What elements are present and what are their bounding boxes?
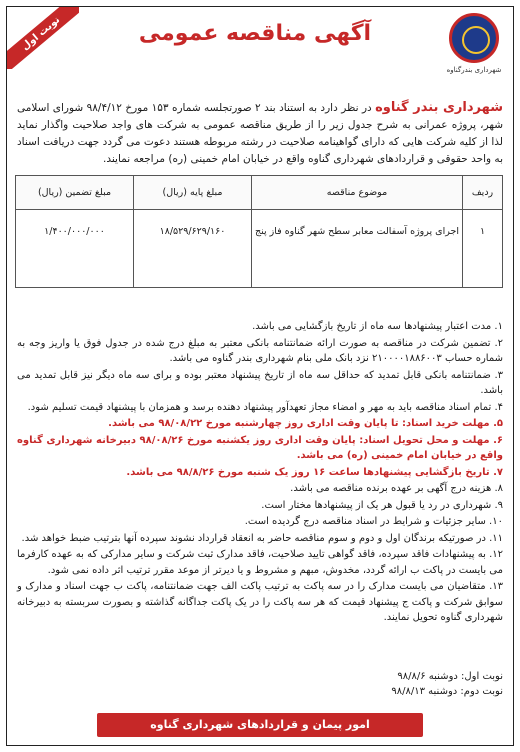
condition-item: ۸. هزینه درج آگهی بر عهده برنده مناقصه می باشد. [290,483,503,494]
condition-item: ۱۱. در صورتیکه برندگان اول و دوم و سوم مناقصه حاضر به انعقاد قرارداد نشوند سپرده آنها بترتیب ضبط خواهد شد. [21,532,503,544]
conditions-list [17,319,503,627]
condition-item: ۲. تضمین شرکت در مناقصه به صورت ارائه ضمانتنامه بانکی معتبر به مبلغ درج شده در جدول فوق یا واریز وجه به شماره حساب ۲۱۰۰۰۰۱۸۸۶۰۰۳ نزد بانک ملی بنام شهرداری بندر گناوه می باشد. [17,337,503,364]
logo-caption: شهرداری بندرگناوه [446,66,502,74]
second-publish-date: نوبت دوم: دوشنبه ۹۸/۸/۱۳ [391,686,503,697]
condition-item: ۱۰. سایر جزئیات و شرایط در اسناد مناقصه درج گردیده است. [244,516,503,527]
col-base-amount: مبلغ پایه (ریال) [134,176,252,210]
notice-header [7,7,513,89]
condition-item: ۱. مدت اعتبار پیشنهادها سه ماه از تاریخ بازگشایی می باشد. [252,321,503,332]
tender-table [15,175,503,288]
intro-paragraph [17,99,503,168]
col-subject: موضوع مناقصه [252,176,463,210]
tender-notice [6,6,514,746]
first-publish-date: نوبت اول: دوشنبه ۹۸/۸/۶ [397,671,503,682]
cell-subject: اجرای پروژه آسفالت معابر سطح شهر گناوه فاز پنج [252,210,463,288]
cell-row-number: ۱ [463,210,503,288]
condition-item: ۵. مهلت خرید اسناد: تا پایان وقت اداری روز چهارشنبه مورخ ۹۸/۰۸/۲۲ می باشد. [108,418,503,429]
condition-item: ۶. مهلت و محل تحویل اسناد: پایان وقت اداری روز یکشنبه مورخ ۹۸/۰۸/۲۶ دبیرخانه شهرداری گناوه واقع در خیابان امام خمینی (ره) می باشد. [17,434,503,461]
condition-item: ۹. شهرداری در رد یا قبول هر یک از پیشنهادها مختار است. [261,499,503,511]
footer-department: امور پیمان و قراردادهای شهرداری گناوه [97,713,423,737]
condition-item: ۱۳. متقاضیان می بایست مدارک را در سه پاکت به ترتیب پاکت الف جهت ضمانتنامه، پاکت ب جهت اسناد و مدارک و سوابق شرکت و پاکت ج پیشنهاد قیمت که هر سه پاکت را در یک پاکت جداگانه گذاشته و بصورت سربسته به دبیرخانه شهرداری گناوه تحویل نمایند. [17,581,503,623]
emblem-icon [449,13,499,63]
turn-label: نوبت اول [7,7,79,69]
turn-ribbon [7,7,79,69]
municipality-logo [441,13,507,81]
cell-base-amount: ۱۸/۵۲۹/۶۲۹/۱۶۰ [134,210,252,288]
intro-lead: شهرداری بندر گناوه [375,100,503,115]
condition-item: ۷. تاریخ بازگشایی پیشنهادها ساعت ۱۶ روز یک شنبه مورخ ۹۸/۸/۲۶ می باشد. [126,466,503,478]
col-guarantee-amount: مبلغ تضمین (ریال) [16,176,134,210]
publish-dates [391,669,503,699]
condition-item: ۴. تمام اسناد مناقصه باید به مهر و امضاء مجاز تعهدآور پیشنهاد دهنده برسد و همزمان با پیشنهاد قیمت تسلیم شود. [27,401,503,413]
table-header-row [16,176,503,210]
cell-guarantee-amount: ۱/۴۰۰/۰۰۰/۰۰۰ [16,210,134,288]
condition-item: ۱۲. به پیشنهادات فاقد سپرده، فاقد گواهی تایید صلاحیت، فاقد مدارک ثبت شرکت و سایر مدارکی که به عهده کارفرما می بایست در پاکت ب ارائه گردد، مخدوش، مبهم و مشروط و یا دیرتر از موعد مقرر ترتیب اثر داده نمی شود. [17,549,503,576]
col-row-number: ردیف [463,176,503,210]
intro-body: در نظر دارد به استناد بند ۲ صورتجلسه شماره ۱۵۳ مورخ ۹۸/۴/۱۲ شورای اسلامی شهر، پروژه عمرانی به شرح جدول زیر را از طریق مناقصه عمومی به شرکت های واجد صلاحیت واگذار نماید لذا از کلیه شرکت هایی که دارای گواهینامه صلاحیت در رشته مربوطه هستند دعوت می گردد جهت دریافت اسناد به واحد حقوقی و قراردادهای شهرداری گناوه واقع در خیابان امام خمینی (ره) مراجعه نمایند. [17,102,503,165]
table-row [16,210,503,288]
page-title: آگهی مناقصه عمومی [138,21,372,46]
condition-item: ۳. ضمانتنامه بانکی قابل تمدید که حداقل سه ماه از تاریخ پیشنهاد معتبر بوده و برای سه ماه دیگر نیز قابل تمدید می باشد. [17,369,503,396]
